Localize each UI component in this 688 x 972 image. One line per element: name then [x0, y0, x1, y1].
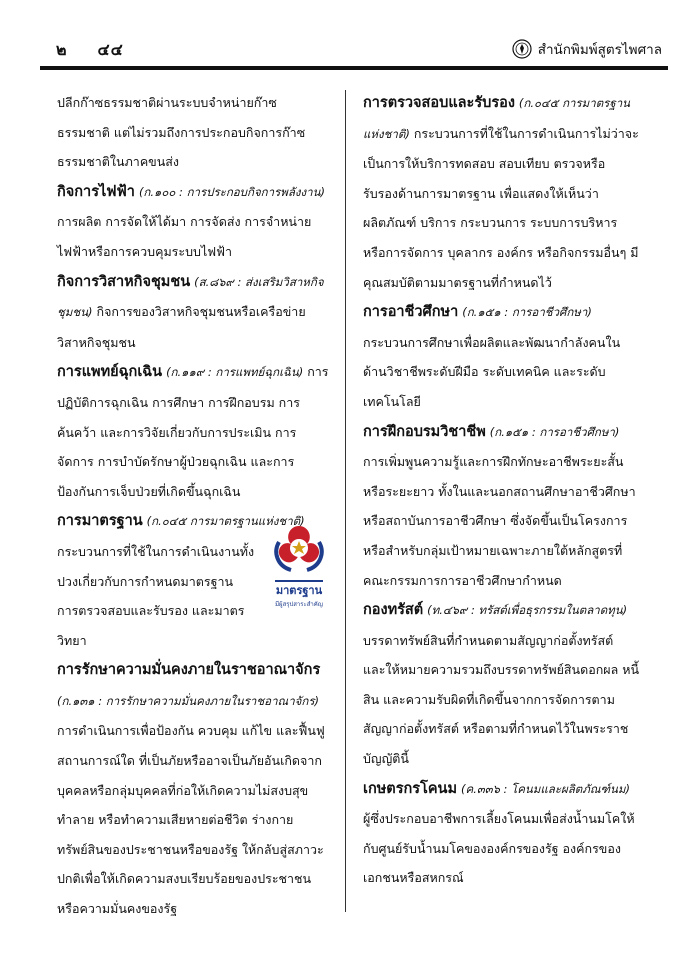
entry-vocational-education — [363, 297, 639, 416]
entry-vocational-training — [363, 417, 639, 596]
entry-ref: (ท.๔๖๙ : ทรัสต์เพื่อธุรกรรมในตลาดทุน) — [427, 603, 628, 618]
entry-ref: (ก.๐๔๕ การมาตรฐานแห่งชาติ) — [363, 96, 631, 141]
entry-ref: (ส.๘๖๙ : ส่งเสริมวิสาหกิจชุมชน) — [57, 274, 324, 320]
continuation-text: ปลีกก๊าซธรรมชาติผ่านระบบจำหน่ายก๊าซธรรมชาติ แต่ไม่รวมถึงการประกอบกิจการก๊าซธรรมชาติในภาคขนส่ง — [57, 95, 306, 170]
entry-term: กองทรัสต์ — [363, 602, 424, 619]
entry-definition: การดำเนินการเพื่อป้องกัน ควบคุม แก้ไข และฟื้นฟูสถานการณ์ใด ที่เป็นภัยหรืออาจเป็นภัยอันเกิดจากบุคคลหรือกลุ่มบุคคลที่ก่อให้เกิดความไม่สงบสุข ทำลาย หรือทำความเสียหายต่อชีวิต ร่างกาย ทรัพย์สินของประชาชนหรือของรัฐ ให้กลับสู่สภาวะปกติเพื่อให้เกิดความสงบเรียบร้อยของประชาชน หรือความมั่นคงของรัฐ — [57, 723, 325, 917]
entry-term: กิจการวิสาหกิจชุมชน — [57, 273, 191, 290]
entry-trust — [363, 595, 639, 774]
entry-dairy-farmer — [363, 774, 639, 893]
entry-term: การมาตรฐาน — [57, 513, 143, 530]
entry-term: เกษตรกรโคนม — [363, 780, 458, 797]
entry-term: การแพทย์ฉุกเฉิน — [57, 364, 163, 381]
entry-term: การฝึกอบรมวิชาชีพ — [363, 423, 486, 440]
entry-term: กิจการไฟฟ้า — [57, 183, 135, 200]
entry-ref: (ค.๓๓๖ : โคนมและผลิตภัณฑ์นม) — [461, 781, 630, 796]
entry-definition: กระบวนการศึกษาเพื่อผลิตและพัฒนากำลังคนในด้านวิชาชีพระดับฝีมือ ระดับเทคนิค และระดับเทคโนโลยี — [363, 334, 621, 409]
entry-definition: การผลิต การจัดให้ได้มา การจัดส่ง การจำหน่ายไฟฟ้าหรือการควบคุมระบบไฟฟ้า — [57, 214, 312, 259]
entry-community-enterprise — [57, 267, 329, 358]
page-number-left: ๒ — [56, 40, 68, 59]
entry-standardization — [57, 506, 329, 655]
entry-ref: (ก.๐๔๕ การมาตรฐานแห่งชาติ) — [146, 514, 305, 529]
entry-ref: (ก.๑๓๑ : การรักษาความมั่นคงภายในราชอาณาจักร) — [57, 693, 320, 708]
entry-ref: (ก.๑๑๙ : การแพทย์ฉุกเฉิน) — [166, 365, 304, 380]
entry-term: การรักษาความมั่นคงภายในราชอาณาจักร — [57, 662, 321, 679]
entry-definition: การเพิ่มพูนความรู้และการฝึกทักษะอาชีพระยะสั้นหรือระยะยาว ทั้งในและนอกสถานศึกษาอาชีวศึกษาหรือสถาบันการอาชีวศึกษา ซึ่งจัดขึ้นเป็นโครงการหรือสำหรับกลุ่มเป้าหมายเฉพาะภายใต้หลักสูตรที่คณะกรรมการการอาชีวศึกษากำหนด — [363, 454, 636, 588]
logo-caption: มาตรฐาน — [275, 584, 323, 598]
entry-definition: ผู้ซึ่งประกอบอาชีพการเลี้ยงโคนมเพื่อส่งน้ำนมโคให้กับศูนย์รับน้ำนมโคขององค์กรของรัฐ องค์กรของเอกชนหรือสหกรณ์ — [363, 811, 635, 886]
standards-logo — [269, 510, 329, 620]
left-column — [57, 88, 329, 924]
entry-term: การอาชีวศึกษา — [363, 304, 459, 321]
entry-electricity — [57, 177, 329, 267]
page-number — [56, 38, 124, 63]
page-number-right: ๔๔ — [97, 40, 124, 59]
entry-internal-security — [57, 655, 329, 923]
entry-emergency-medicine — [57, 357, 329, 506]
publisher — [512, 38, 662, 60]
entry-definition: บรรดาทรัพย์สินที่กำหนดตามสัญญาก่อตั้งทรัสต์ และให้หมายความรวมถึงบรรดาทรัพย์สินดอกผล หนี้สิน และความรับผิดที่เกิดขึ้นจากการจัดการตามสัญญาก่อตั้งทรัสต์ หรือตามที่กำหนดไว้ในพระราชบัญญัตินี้ — [363, 632, 640, 767]
entry-term: การตรวจสอบและรับรอง — [363, 95, 515, 111]
entry-definition: การปฏิบัติการฉุกเฉิน การศึกษา การฝึกอบรม การค้นคว้า และการวิจัยเกี่ยวกับการประเมิน การจัดการ การบำบัดรักษาผู้ป่วยฉุกเฉิน และการป้องกันการเจ็บป่วยที่เกิดขึ้นฉุกเฉิน — [57, 364, 329, 499]
right-column — [363, 88, 639, 893]
entry-ref: (ก.๑๐๐ : การประกอบกิจการพลังงาน) — [138, 184, 325, 199]
seal-icon — [512, 39, 532, 59]
header-rule — [40, 66, 668, 70]
page-header — [40, 34, 662, 60]
entry-ref: (ก.๑๕๑ : การอาชีวศึกษา) — [462, 305, 592, 320]
entry-inspection-certification — [363, 88, 639, 297]
entry-definition: กระบวนการที่ใช้ในการดำเนินงานทั้งปวงเกี่ยวกับการกำหนดมาตรฐาน การตรวจสอบและรับรอง และมาตรวิทยา — [57, 543, 255, 648]
entry-ref: (ก.๑๕๑ : การอาชีวศึกษา) — [489, 424, 620, 439]
column-divider — [345, 90, 346, 912]
entry-definition: กระบวนการที่ใช้ในการดำเนินการไม่ว่าจะเป็นการให้บริการทดสอบ สอบเทียบ ตรวจหรือรับรองด้านการมาตรฐาน เพื่อแสดงให้เห็นว่าผลิตภัณฑ์ บริการ กระบวนการ ระบบการบริหารหรือการจัดการ บุคลากร องค์กร หรือกิจกรรมอื่นๆ มีคุณสมบัติตามมาตรฐานที่กำหนดไว้ — [363, 125, 639, 290]
publisher-name: สำนักพิมพ์สูตรไพศาล — [537, 42, 662, 58]
logo-subcaption: มีผู้สรุปสาระสำคัญ — [275, 601, 323, 609]
entry-definition: กิจการของวิสาหกิจชุมชนหรือเครือข่ายวิสาหกิจชุมชน — [57, 304, 306, 350]
